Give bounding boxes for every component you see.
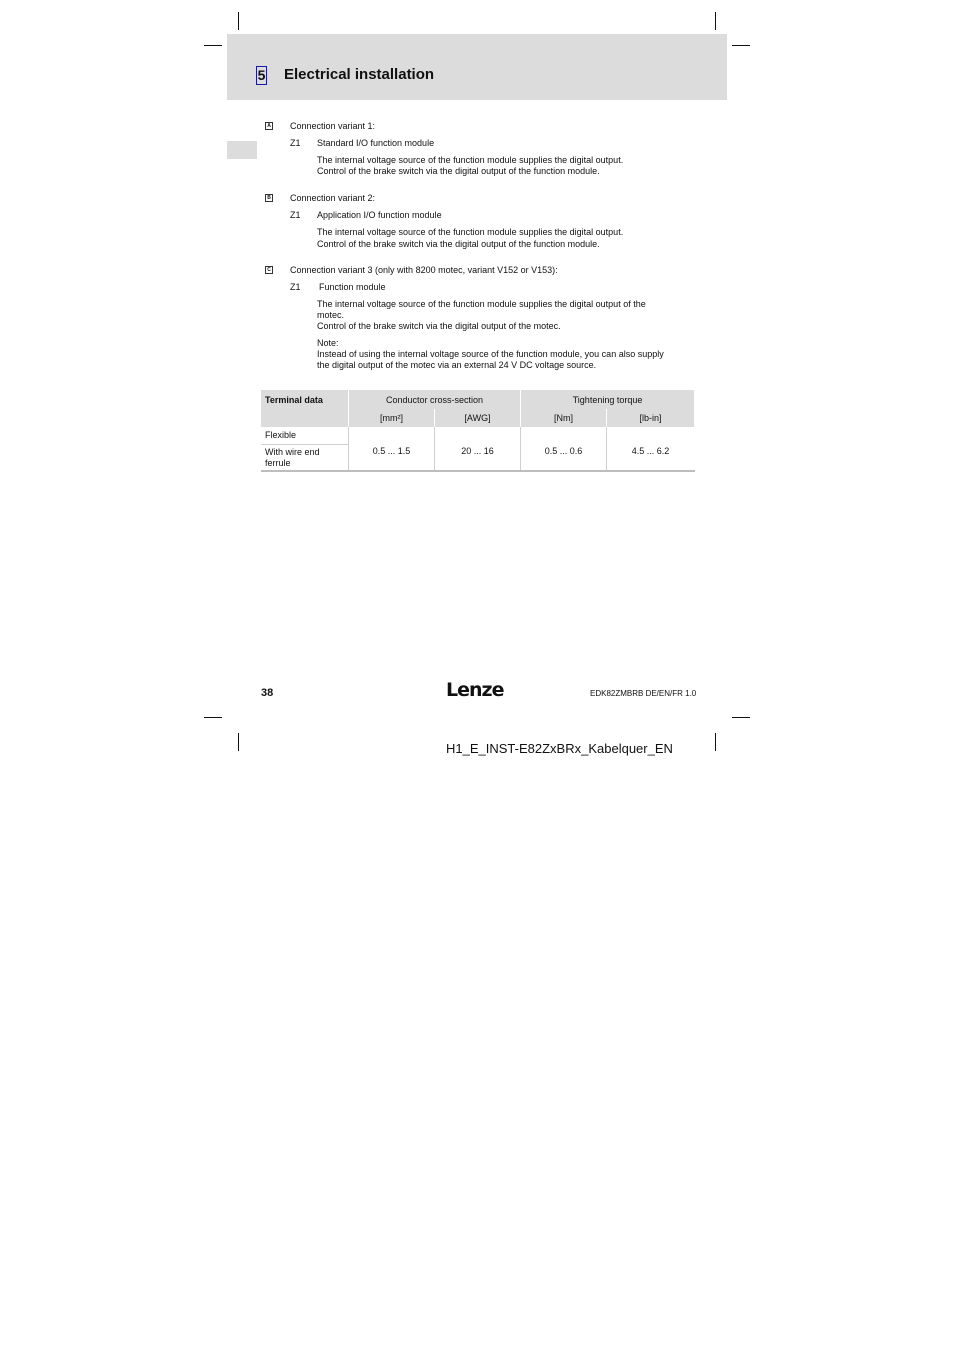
item-name: Standard I/O function module xyxy=(317,138,435,148)
table-group-header: Tightening torque xyxy=(572,395,643,405)
unit-header: [lb-in] xyxy=(639,413,662,423)
terminal-data-table xyxy=(261,390,694,472)
crop-mark xyxy=(732,717,750,718)
variant-title: Connection variant 1: xyxy=(290,121,376,131)
item-name: Application I/O function module xyxy=(317,210,442,220)
doc-code: EDK82ZMBRB DE/EN/FR 1.0 xyxy=(590,689,697,698)
description-line: Control of the brake switch via the digital output of the function module. xyxy=(317,239,600,249)
crop-mark xyxy=(732,45,750,46)
table-group-header: Conductor cross-section xyxy=(385,395,484,405)
crop-mark xyxy=(238,12,239,30)
table-value: 0.5 ... 1.5 xyxy=(372,446,411,456)
note-label: Note: xyxy=(317,338,339,348)
variant-marker-a: A xyxy=(265,122,273,130)
file-name: H1_E_INST-E82ZxBRx_Kabelquer_EN xyxy=(446,741,673,756)
lenze-logo: Lenze xyxy=(446,679,504,701)
side-tab xyxy=(227,141,257,159)
item-name: Function module xyxy=(319,282,386,292)
description-line: The internal voltage source of the function module supplies the digital output of the xyxy=(317,299,646,309)
unit-header: [AWG] xyxy=(464,413,491,423)
description-line: The internal voltage source of the function module supplies the digital output. xyxy=(317,155,624,165)
description-line: motec. xyxy=(317,310,345,320)
variant-title: Connection variant 2: xyxy=(290,193,376,203)
table-value: 4.5 ... 6.2 xyxy=(631,446,670,456)
table-row-label: Flexible xyxy=(265,430,297,440)
description-line: Control of the brake switch via the digital output of the motec. xyxy=(317,321,561,331)
item-code: Z1 xyxy=(290,210,301,220)
variant-marker-b: B xyxy=(265,194,273,202)
unit-header: [mm²] xyxy=(380,413,403,423)
crop-mark xyxy=(715,12,716,30)
unit-header: [Nm] xyxy=(554,413,573,423)
chapter-number: 5 xyxy=(257,67,266,83)
table-bottom-rule xyxy=(261,470,695,472)
variant-title: Connection variant 3 (only with 8200 motec, variant V152 or V153): xyxy=(290,265,558,275)
description-line: Control of the brake switch via the digital output of the function module. xyxy=(317,166,600,176)
page-number: 38 xyxy=(261,687,274,699)
crop-mark xyxy=(204,45,222,46)
note-line: the digital output of the motec via an external 24 V DC voltage source. xyxy=(317,360,597,370)
variant-marker-c: C xyxy=(265,266,273,274)
item-code: Z1 xyxy=(290,138,301,148)
crop-mark xyxy=(204,717,222,718)
crop-mark xyxy=(715,733,716,751)
divider xyxy=(261,444,348,445)
table-col-header: Terminal data xyxy=(265,395,323,405)
item-code: Z1 xyxy=(290,282,301,292)
table-value: 20 ... 16 xyxy=(461,446,494,456)
crop-mark xyxy=(238,733,239,751)
page-title: Electrical installation xyxy=(284,66,435,83)
note-line: Instead of using the internal voltage source of the function module, you can also supply xyxy=(317,349,664,359)
description-line: The internal voltage source of the function module supplies the digital output. xyxy=(317,227,624,237)
table-row-label: With wire end ferrule xyxy=(265,447,320,468)
table-value: 0.5 ... 0.6 xyxy=(544,446,583,456)
